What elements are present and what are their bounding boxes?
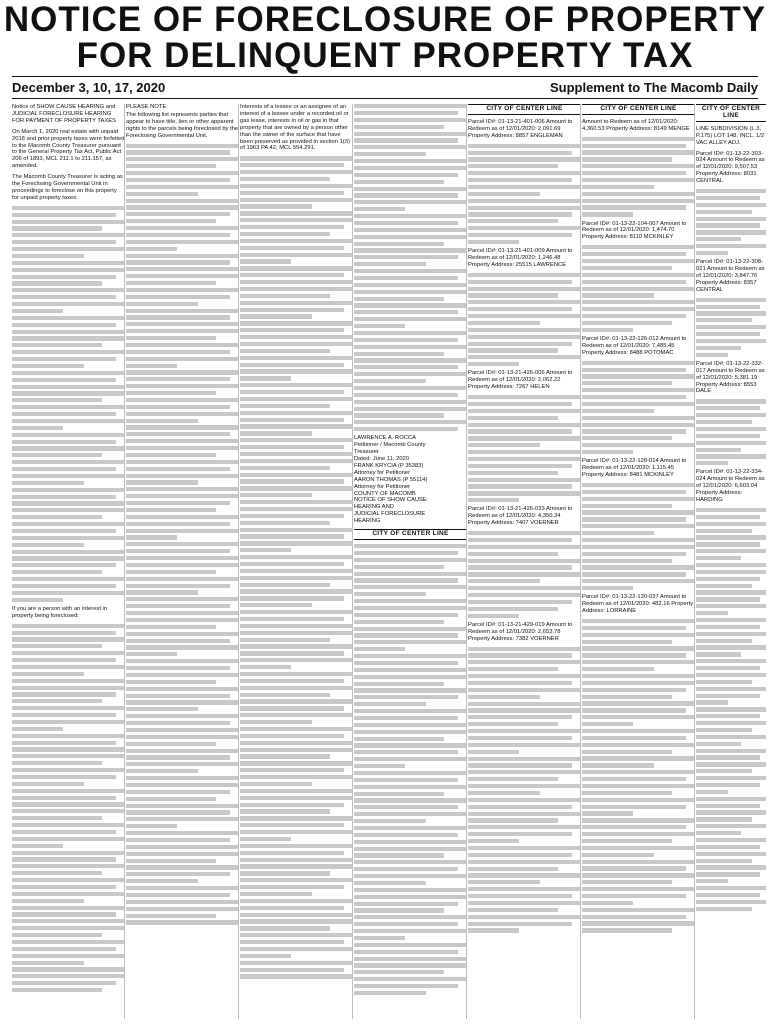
section-header-city-of-center-line: CITY OF CENTER LINE [468, 104, 581, 115]
column-divider [124, 104, 125, 1019]
column-2 [126, 104, 239, 1019]
parcel-entry: Parcel ID#: 01-13-22-128-014 Amount to Redeem as of 12/01/2020: 1,115.45 Property Address: 8481 MCKINLEY [582, 458, 687, 479]
text-lines [582, 483, 695, 590]
notice-intro: Notice of SHOW CAUSE HEARING and JUDICIAL FORECLOSURE HEARING FOR PAYMENT OF PROPERTY TAXES [12, 104, 116, 124]
please-note-heading: PLEASE NOTE: [126, 104, 168, 110]
please-note-body: The following list represents parties that appear to have title, lien or other apparent rights to the parcels being foreclosed by the Foreclosing Governmental Unit. [126, 111, 239, 139]
column-1 [12, 104, 125, 1019]
parcel-entry: Parcel ID#: 01-13-21-426-033 Amount to Redeem as of 12/01/2020: 4,350.34 Property Address: 7407 VOERNER [468, 506, 573, 527]
attorney-line: Petitioner / Macomb County [354, 442, 426, 449]
parcel-entry: Parcel ID#: 01-13-22-332-017 Amount to Redeem as of 12/01/2020: 5,381.19 Property Address: 8553 DALE [696, 360, 765, 395]
column-divider [238, 104, 239, 1019]
text-lines [582, 361, 695, 455]
text-lines [126, 144, 239, 925]
text-lines [12, 624, 125, 993]
column-divider [352, 104, 353, 1019]
parcel-entry: Parcel ID#: 01-13-21-401-009 Amount to Redeem as of 12/01/2020: 1,246.48 Property Address: 25515 LAWRENCE [468, 248, 573, 268]
parcel-entry: Parcel ID#: 01-13-22-334-024 Amount to Redeem as of 12/01/2020: 6,603.04 Property Address: HARDING [696, 469, 765, 504]
attorney-line: Treasurer [354, 449, 379, 456]
attorney-line: HEARING AND [354, 504, 394, 511]
parcel-entry: Parcel ID#: 01-13-21-401-006 Amount to Redeem as of 12/01/2020: 2,091.69 Property Address: 8857 ENGLEMAN [468, 118, 573, 139]
attorney-line: Attorney for Petitioner [354, 483, 411, 490]
subheader-bar [12, 80, 758, 96]
text-lines [468, 395, 581, 502]
text-lines [468, 531, 581, 618]
parcel-entry: Parcel ID#: 01-13-22-308-021 Amount to Redeem as of 12/01/2020: 3,847.76 Property Address: 8357 CENTRAL [696, 259, 765, 293]
text-lines [582, 245, 695, 332]
lessee-interests-text: Interests of a lessee or an assignee of an interest of a lessee under a recorded oil or gas lease, interests in oil or gas in that property that are owned by a person other than the owner of the surface that have been preserved as provided in section 1(3) of 1963 PA 42, MCL 554.291. [240, 104, 350, 152]
parcel-entry: Parcel ID#: 01-13-22-130-037 Amount to Redeem as of 12/01/2020: 482.16 Property Address: LORRAINE [582, 594, 694, 615]
top-rule [12, 76, 758, 77]
attorney-line: COUNTY OF MACOMB [354, 490, 416, 497]
parcel-entry: Parcel ID#: 01-13-22-303-024 Amount to Redeem as of 12/01/2020: 9,507.53 Property Address: 8031 CENTRAL [696, 150, 765, 185]
text-lines [696, 508, 766, 911]
column-divider [694, 104, 695, 1019]
masthead-line-1: NOTICE OF FORECLOSURE OF PROPERTY [3, 0, 767, 39]
attorney-line: AARON THOMAS (P 55114) [354, 476, 428, 483]
notice-foreclosing-unit: The Macomb County Treasurer is acting as the Foreclosing Governmental Unit in proceedings to foreclose on this property for unpaid property taxes. [12, 174, 123, 201]
text-lines [240, 156, 353, 978]
column-6 [582, 104, 695, 1019]
text-lines [354, 104, 467, 431]
parcel-entry: Parcel ID#: 01-13-21-429-019 Amount to Redeem as of 12/01/2020: 2,653.78 Property Address: 7382 VOERNER [468, 621, 573, 642]
notice-forfeiture: On March 1, 2020 real estate with unpaid 2018 and prior property taxes were forfeited to the Macomb County Treasurer pursuant to the General Property Tax Act, Public Act 206 of 1893, MCL 211.1 to 211.157, as amended. [12, 128, 125, 170]
attorney-line: NOTICE OF SHOW CAUSE [354, 497, 427, 504]
bottom-rule [12, 98, 758, 99]
publication-dates: December 3, 10, 17, 2020 [12, 80, 166, 95]
attorney-line: HEARING [354, 518, 381, 525]
text-lines [582, 137, 695, 217]
supplement-label: Supplement to The Macomb Daily [549, 80, 758, 95]
attorney-line: FRANK KRYCIA (P 35383) [354, 462, 424, 469]
text-lines [468, 144, 581, 244]
text-lines [468, 647, 581, 933]
column-divider [580, 104, 581, 1019]
section-header-city-of-center-line: CITY OF CENTER LINE [582, 104, 695, 115]
attorney-line: LAWRENCE A. ROCCA [354, 435, 416, 442]
text-lines [354, 544, 467, 995]
masthead-line-2: FOR DELINQUENT PROPERTY TAX [76, 36, 694, 75]
attorney-line: Attorney for Petitioner [354, 469, 411, 476]
column-4 [354, 104, 467, 1019]
section-header-city-of-center-line: CITY OF CENTER LINE [696, 104, 766, 122]
column-5 [468, 104, 581, 1019]
column-divider [466, 104, 467, 1019]
column-3 [240, 104, 353, 1019]
section-header-city-of-center-line: CITY OF CENTER LINE [354, 529, 467, 540]
text-lines [582, 619, 695, 933]
parcel-entry: Parcel ID#: 01-13-22-126-012 Amount to Redeem as of 12/01/2020: 7,485.45 Property Address: 8488 POTOMAC [582, 335, 687, 356]
text-lines [696, 399, 766, 465]
attorney-line: JUDICIAL FORECLOSURE [354, 511, 426, 518]
text-lines [468, 273, 581, 367]
parcel-entry: Parcel ID#: 01-13-21-426-006 Amount to Redeem as of 12/01/2020: 2,062.22 Property Address: 7267 HELEN [468, 370, 573, 391]
column-7 [696, 104, 766, 1019]
parcel-entry: Amount to Redeem as of 12/01/2020: 4,360.53 Property Address: 8149 MENGE [582, 118, 690, 132]
petitioner-attorney-block [354, 435, 467, 525]
attorney-line: Dated: June 11, 2020 [354, 456, 410, 463]
parcel-entry: Parcel ID#: 01-13-22-104-007 Amount to Redeem as of 12/01/2020: 1,474.70 Property Address: 8110 MCKINLEY [582, 220, 687, 241]
text-lines [696, 189, 766, 255]
text-lines [696, 298, 766, 357]
notice-interested-person: If you are a person with an interest in property being foreclosed: [12, 605, 108, 619]
parcel-entry: LINE SUBDIVISION (L.3, P.175) LOT 148, INCL. 1/2 VAC ALLEY ADJ. [696, 125, 765, 146]
text-lines [12, 206, 125, 602]
